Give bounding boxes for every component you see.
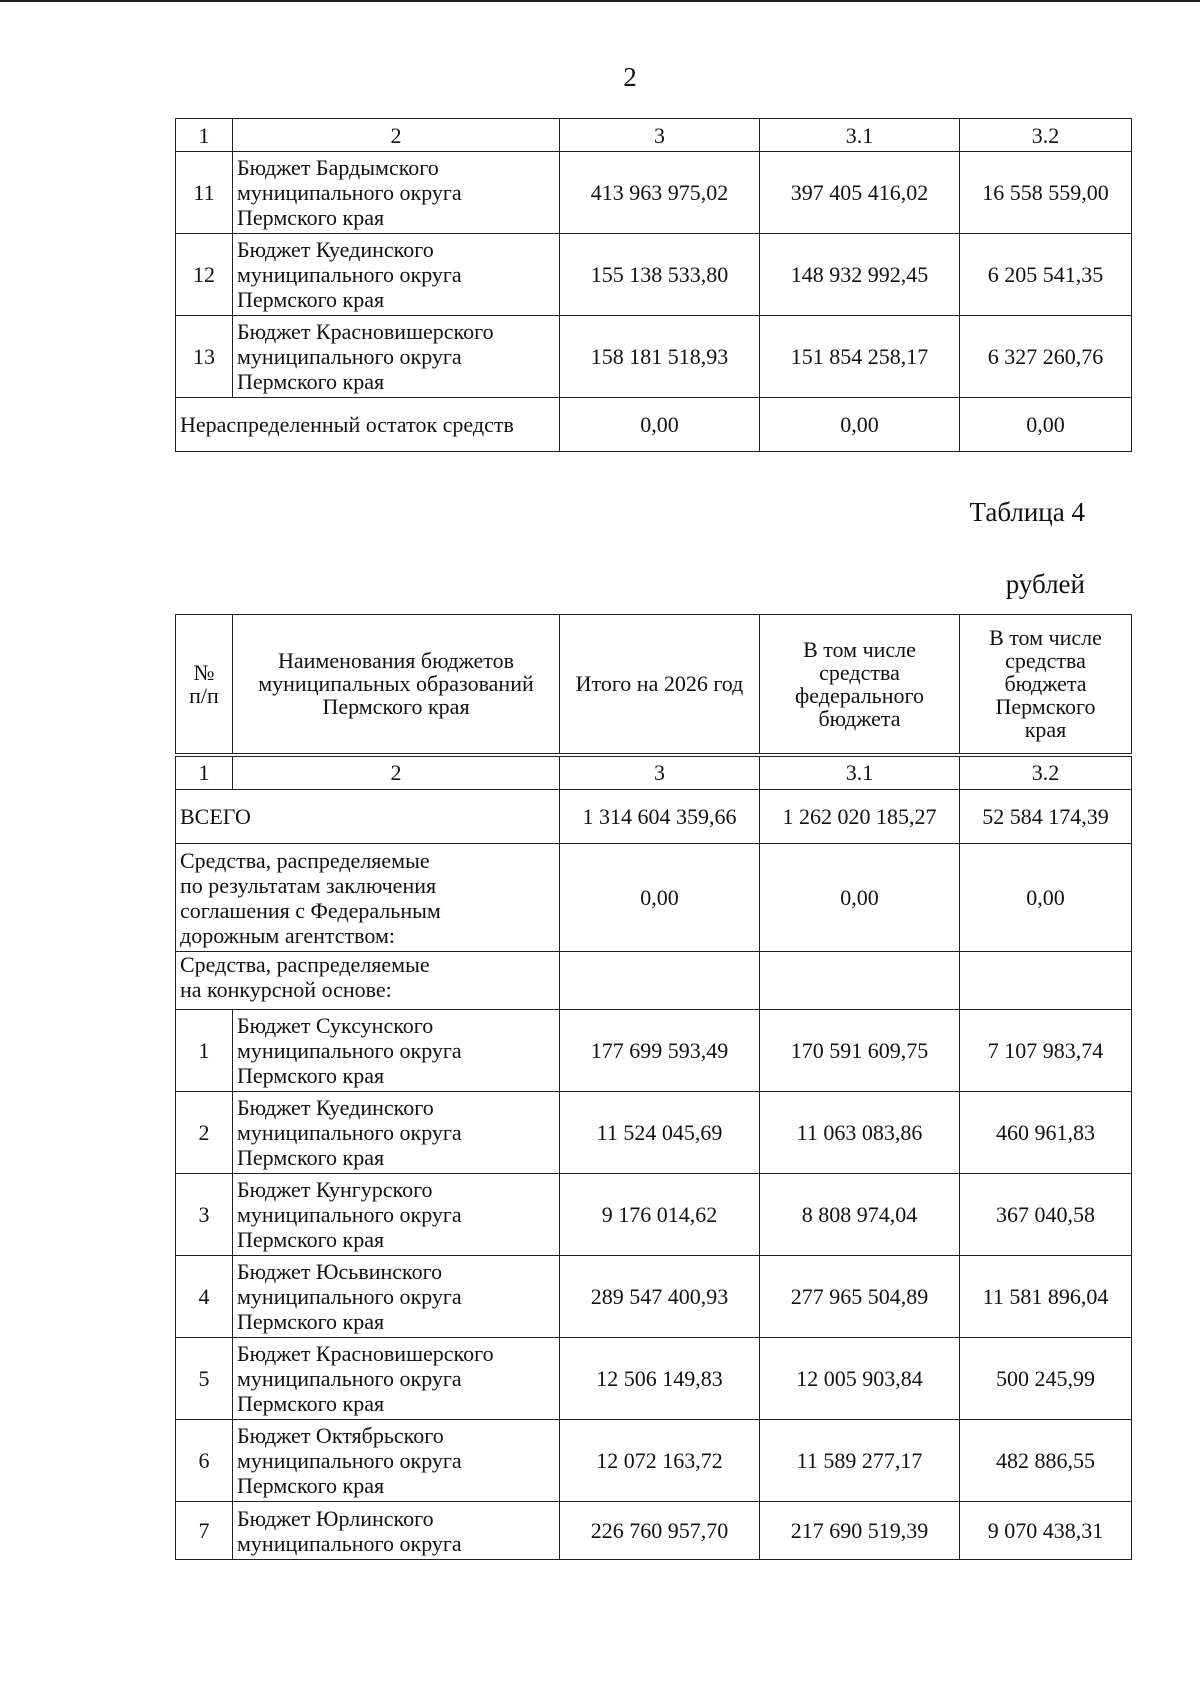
total-row — [176, 790, 1132, 844]
column-number-row — [176, 119, 1132, 152]
budget-name: Бюджет Суксунского муниципального округа Пермского края — [233, 1010, 560, 1092]
header-number: № п/п — [176, 615, 233, 755]
header-federal: В том числе средства федерального бюджета — [760, 615, 960, 755]
regional-amount: 367 040,58 — [960, 1174, 1132, 1256]
row-number: 4 — [176, 1256, 233, 1338]
budget-name: Бюджет Куединского муниципального округа Пермского края — [233, 234, 560, 316]
regional-amount: 0,00 — [960, 844, 1132, 952]
total-amount: 12 072 163,72 — [560, 1420, 760, 1502]
table-row — [176, 1092, 1132, 1174]
row-number: 6 — [176, 1420, 233, 1502]
regional-amount: 11 581 896,04 — [960, 1256, 1132, 1338]
federal-amount: 148 932 992,45 — [760, 234, 960, 316]
row-number: 11 — [176, 152, 233, 234]
column-number: 3.2 — [960, 755, 1132, 790]
total-amount: 1 314 604 359,66 — [560, 790, 760, 844]
column-number: 1 — [176, 755, 233, 790]
agreement-row — [176, 844, 1132, 952]
regional-amount: 0,00 — [960, 398, 1132, 452]
federal-amount: 277 965 504,89 — [760, 1256, 960, 1338]
regional-amount: 9 070 438,31 — [960, 1502, 1132, 1560]
table-4 — [175, 614, 1132, 1560]
row-number: 12 — [176, 234, 233, 316]
table-row — [176, 316, 1132, 398]
row-number: 3 — [176, 1174, 233, 1256]
page-number: 2 — [623, 62, 637, 92]
table-row — [176, 1420, 1132, 1502]
empty-cell — [960, 952, 1132, 1010]
budget-name: Бюджет Красновишерского муниципального округа Пермского края — [233, 316, 560, 398]
table-row — [176, 234, 1132, 316]
federal-amount: 397 405 416,02 — [760, 152, 960, 234]
total-amount: 413 963 975,02 — [560, 152, 760, 234]
federal-amount: 151 854 258,17 — [760, 316, 960, 398]
table-row — [176, 1010, 1132, 1092]
budget-name: Бюджет Бардымского муниципального округа Пермского края — [233, 152, 560, 234]
regional-amount: 52 584 174,39 — [960, 790, 1132, 844]
budget-name: Бюджет Кунгурского муниципального округа Пермского края — [233, 1174, 560, 1256]
total-amount: 0,00 — [560, 844, 760, 952]
row-number: 2 — [176, 1092, 233, 1174]
header-row — [176, 615, 1132, 755]
row-number: 13 — [176, 316, 233, 398]
regional-amount: 500 245,99 — [960, 1338, 1132, 1420]
column-number: 3.1 — [760, 119, 960, 152]
federal-amount: 0,00 — [760, 398, 960, 452]
total-amount: 9 176 014,62 — [560, 1174, 760, 1256]
federal-amount: 12 005 903,84 — [760, 1338, 960, 1420]
federal-amount: 217 690 519,39 — [760, 1502, 960, 1560]
federal-amount: 11 063 083,86 — [760, 1092, 960, 1174]
units-label: рублей — [1005, 569, 1085, 599]
budget-name: Бюджет Красновишерского муниципального округа Пермского края — [233, 1338, 560, 1420]
federal-amount: 11 589 277,17 — [760, 1420, 960, 1502]
competition-label: Средства, распределяемые на конкурсной основе: — [176, 952, 560, 1010]
page-top-border — [0, 0, 1200, 2]
regional-amount: 16 558 559,00 — [960, 152, 1132, 234]
total-amount: 11 524 045,69 — [560, 1092, 760, 1174]
table-row — [176, 1338, 1132, 1420]
total-amount: 158 181 518,93 — [560, 316, 760, 398]
budget-name: Бюджет Куединского муниципального округа Пермского края — [233, 1092, 560, 1174]
table-3-continuation — [175, 118, 1132, 452]
column-number: 3.1 — [760, 755, 960, 790]
header-name: Наименования бюджетов муниципальных образований Пермского края — [233, 615, 560, 755]
regional-amount: 482 886,55 — [960, 1420, 1132, 1502]
budget-name: Бюджет Октябрьского муниципального округа Пермского края — [233, 1420, 560, 1502]
regional-amount: 460 961,83 — [960, 1092, 1132, 1174]
column-number-row — [176, 755, 1132, 790]
regional-amount: 6 205 541,35 — [960, 234, 1132, 316]
total-label: ВСЕГО — [176, 790, 560, 844]
federal-amount: 170 591 609,75 — [760, 1010, 960, 1092]
column-number: 2 — [233, 119, 560, 152]
budget-name: Бюджет Юсьвинского муниципального округа Пермского края — [233, 1256, 560, 1338]
total-amount: 12 506 149,83 — [560, 1338, 760, 1420]
table-row — [176, 1502, 1132, 1560]
federal-amount: 1 262 020 185,27 — [760, 790, 960, 844]
agreement-label: Средства, распределяемые по результатам заключения соглашения с Федеральным дорожным агентством: — [176, 844, 560, 952]
row-number: 7 — [176, 1502, 233, 1560]
column-number: 3 — [560, 755, 760, 790]
total-amount: 226 760 957,70 — [560, 1502, 760, 1560]
total-amount: 289 547 400,93 — [560, 1256, 760, 1338]
regional-amount: 6 327 260,76 — [960, 316, 1132, 398]
federal-amount: 0,00 — [760, 844, 960, 952]
table-row — [176, 152, 1132, 234]
total-amount: 177 699 593,49 — [560, 1010, 760, 1092]
table-row — [176, 1174, 1132, 1256]
header-total: Итого на 2026 год — [560, 615, 760, 755]
empty-cell — [760, 952, 960, 1010]
table-row — [176, 1256, 1132, 1338]
regional-amount: 7 107 983,74 — [960, 1010, 1132, 1092]
table-title: Таблица 4 — [969, 497, 1085, 527]
total-amount: 0,00 — [560, 398, 760, 452]
remainder-label: Нераспределенный остаток средств — [176, 398, 560, 452]
row-number: 5 — [176, 1338, 233, 1420]
budget-name: Бюджет Юрлинского муниципального округа — [233, 1502, 560, 1560]
row-number: 1 — [176, 1010, 233, 1092]
column-number: 3.2 — [960, 119, 1132, 152]
empty-cell — [560, 952, 760, 1010]
header-regional: В том числе средства бюджета Пермского края — [960, 615, 1132, 755]
total-amount: 155 138 533,80 — [560, 234, 760, 316]
column-number: 2 — [233, 755, 560, 790]
federal-amount: 8 808 974,04 — [760, 1174, 960, 1256]
competition-row — [176, 952, 1132, 1010]
column-number: 3 — [560, 119, 760, 152]
column-number: 1 — [176, 119, 233, 152]
remainder-row — [176, 398, 1132, 452]
